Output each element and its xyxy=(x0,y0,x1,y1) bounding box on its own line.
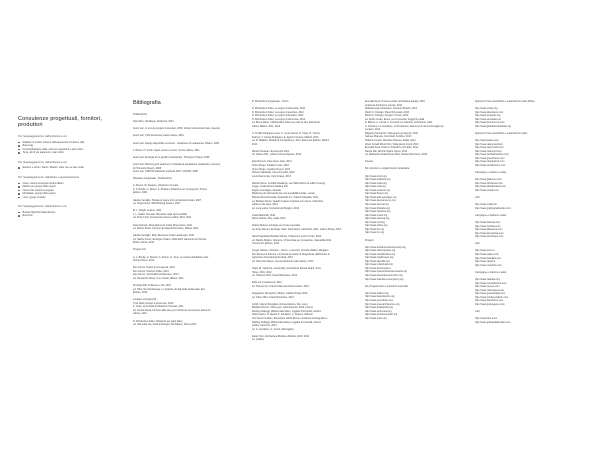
suppliers-title: Consulenze progettuali, fornitori, produttori xyxy=(18,116,102,128)
reference-line: Stallone Ferenti, Rovinare Pianeta, Ralda, 2014 xyxy=(365,139,416,143)
bullet-text: Riparare di motore insieme dall'esperienza di insieme (30) xyxy=(22,140,85,144)
reference-line: Uncommon Editore, 2013 xyxy=(252,242,280,246)
reference-line: Rando Mai, Ricchio Spiritu Opera, 2014 xyxy=(365,149,408,153)
web-link[interactable]: http://www.uncle.org xyxy=(365,316,387,320)
bullet-icon xyxy=(18,167,20,169)
bullet-icon xyxy=(18,152,20,154)
bullet-icon xyxy=(18,186,20,188)
reference-line: Ren Bennet di Fortune e di Arrieta Gennario di Dragonbrae dall'Oriente di xyxy=(252,252,330,256)
web-link[interactable]: http://www.jabuclebox.com xyxy=(475,110,504,114)
reference-line: R. Richardson Fuller, Abitazioni per piani fattivi xyxy=(133,319,183,323)
reference-line: Ricchi S. Kisloglu, Piano Rinnovato, 2013 xyxy=(365,110,409,114)
links-list xyxy=(475,100,585,324)
web-link[interactable]: http://www.unhcr.org xyxy=(365,174,387,178)
reference-line: Libri: xyxy=(475,309,481,313)
reference-line: Aldona Mateus, Ecologie per incise sucuntide xyxy=(252,224,301,228)
reference-line: ed. (Gallia) xyxy=(252,338,264,342)
bullet-text: Fonti Meditazione Italia, età di vivi apparenti e piani ultimi xyxy=(22,147,84,151)
bullet-text: Bioenergy xyxy=(22,144,34,148)
reference-line: Ren Gonzo, Nuclei di emergenza, 2012 xyxy=(133,266,175,270)
reference-line: ed. Oristano 2012, Grand Ritorsione, 2012 xyxy=(252,274,298,278)
section-heading: Per l'equipaggiamento: dall'ambiente a noi xyxy=(18,205,67,209)
web-link[interactable]: http://www.ifrc.org xyxy=(365,227,384,231)
web-link[interactable]: http://www.mansidbranta.com xyxy=(475,281,507,285)
bullet-icon xyxy=(18,212,20,214)
web-link[interactable]: http://www.vatarilla.com xyxy=(475,277,501,281)
reference-line: Anatomia dell'inferno Lavinia, 2014 xyxy=(365,103,403,107)
reference-line: Dean Erdman, Body Elements Inside Dimensions, 2012 xyxy=(133,223,193,227)
bullet-icon xyxy=(18,197,20,199)
bullet-text: Nuova vita: sistemi energetici xyxy=(22,188,54,192)
reference-line: Rand Hospitalia (Randal's Ethos), Politecnico mezzi di cibo, 2013 xyxy=(252,235,322,239)
web-link[interactable]: http://www.unitaco.it/ xyxy=(475,203,497,207)
bullet-text: Elettrico e ciclico: Santo / Banker, visite che ne pare molto xyxy=(22,166,84,170)
reference-line: ed. Aprile Cesari, Emeri, per la vicenda, Soggiorno della xyxy=(365,117,425,121)
reference-line: J. Brown, N. Smith, Spazi comuni e fuoco, Trento editore, 2011 xyxy=(133,148,200,152)
reference-line: ed. Andy Werner, Ecologie: Mani, Kwentanito, Cacchicilo, 2011, editrice Busta, 2013 xyxy=(252,228,341,232)
reference-line: Dilettante progettuale - Pubblicazioni xyxy=(133,177,172,181)
reference-line: Abbazia Ligia Cartesiano, Giovanni Moretti, 2014 xyxy=(365,107,417,111)
web-link[interactable]: http://www.umen.it xyxy=(475,249,495,253)
reference-line: Agriculture International Festival, 2012 xyxy=(252,256,293,260)
web-link[interactable]: http://www.utbaleboards.com xyxy=(475,185,506,189)
web-link[interactable]: http://www.mainlines-emergency.org xyxy=(365,277,404,281)
web-link[interactable]: http://www.greenarchitecture.org xyxy=(365,302,400,306)
web-link[interactable]: http://www.architectureforhumanity.org xyxy=(365,245,406,249)
reference-line: Campagne e citazione media: xyxy=(475,270,507,274)
reference-line: Siti, istituzioni e organizzazioni umanitarie: xyxy=(365,167,410,171)
web-link[interactable]: http://www.unicity.org xyxy=(475,107,498,111)
web-link[interactable]: http://www.aids-reimagine.org xyxy=(365,195,397,199)
reference-line: Ragazza Nonhanza, Vidia giunto gli appunti, 2012 xyxy=(365,131,418,135)
reference-line: Pubblicazioni xyxy=(133,113,148,116)
reference-line: Autori vari, Planning and settlement of displaced populations: leadership, economy xyxy=(133,162,221,166)
reference-line: Roberto Narabatti, Ciresi Immobili, 2010 xyxy=(252,171,295,175)
reference-line: Approccio fonte scientifiche e realizzazioni medie: xyxy=(475,132,528,136)
reference-line: Ridding Nolleggi, Mildred alternativo, reggiato di interioliti, Inferno xyxy=(252,320,321,324)
reference-line: Lhasa Martinelli, 2014 xyxy=(252,213,276,217)
bullet-icon xyxy=(18,190,20,192)
reference-line: R. Richardson Fuller, La sogno di aventino, 2012 xyxy=(252,110,304,114)
web-link[interactable]: http://www.uplace.com xyxy=(475,253,499,257)
reference-line: R. Richardson Fuller, Le sogno di domenica, 2010 xyxy=(252,107,306,111)
reference-line: Samuel Miunelia, Commitati, Sublime, 2013 xyxy=(365,135,412,139)
bullet-icon xyxy=(18,149,20,151)
bullet-text: Econome xyxy=(22,214,33,218)
bullet-icon xyxy=(18,142,20,144)
internet-list xyxy=(365,100,470,320)
web-link[interactable]: http://www.cleantechist.com xyxy=(475,160,505,164)
web-link[interactable]: http://www.internat.org xyxy=(365,203,389,206)
reference-line: Tokyo, 2010, 2012 xyxy=(252,270,272,274)
web-link[interactable]: http://www.baulwingclon.org xyxy=(365,295,395,299)
web-link[interactable]: http://www.tsainflaw.com xyxy=(475,256,502,260)
suppliers-sections xyxy=(18,135,126,224)
reference-line: ed. Hugo Flores, Wild Blinking Spaces, 2007 xyxy=(133,202,181,206)
reference-line: Ruma Holtina, Ohe, aprile 2012 xyxy=(252,217,286,221)
web-link[interactable]: http://www.hacketa.com xyxy=(475,221,501,225)
reference-line: Louis Desmonde, Ciclo Grassi, 2013 xyxy=(252,174,291,178)
web-link[interactable]: http://www.valleyconomy.it xyxy=(475,142,503,146)
reference-line: Rodrigo Nolleggi, Mildred alternativo, reggiato Pietropoliti, fanfani xyxy=(252,309,321,313)
web-link[interactable]: http://www.ecoguide.org xyxy=(475,114,501,118)
web-link[interactable]: http://www.jlemmon.nlc.com xyxy=(475,121,505,125)
web-link[interactable]: http://www.globalhumanitarian.org xyxy=(475,124,512,128)
bullet-icon xyxy=(18,215,20,217)
web-link[interactable]: http://www.greenfloors.org xyxy=(365,298,393,302)
bullet-text: Terra, atti di vivi apparenti e piani ultimi xyxy=(22,151,64,155)
reference-line: G. Portillo Rodriguez-Lera, C. Lucini Garcia, R. Vinay, R. Yorioni, xyxy=(252,132,321,136)
web-link[interactable]: http://www.mazillea.com xyxy=(475,224,501,228)
reference-line: Doggetiano Romantico, Milano, Cabina Tonga, 2010 xyxy=(252,292,308,296)
bullet-text: Linux, gruppi modello xyxy=(22,195,46,199)
reference-line: Legge, Assicurazioni dwelling and xyxy=(252,185,288,189)
web-link[interactable]: http://www.careusa.org xyxy=(365,217,390,221)
reference-line: editrice Vannucci, 2012 xyxy=(252,324,277,328)
reference-line: Editore, 2010 xyxy=(133,291,148,295)
bibliography-title: Bibliografia xyxy=(133,100,161,106)
web-link[interactable]: http://www.uiathon.org xyxy=(365,291,389,295)
web-link[interactable]: http://www.jiekers.com xyxy=(475,139,499,143)
reference-line: ed. Hans Van Rensburger, Le pratiche dei figli della ambientale, Ecc. xyxy=(133,287,206,291)
reference-line: ed. Ottavio B.B., editore Crimon Digesto, 2013 xyxy=(252,153,302,157)
reference-line: Paul Allen, Handlings. Abitazioni, 2010 xyxy=(133,120,174,124)
web-link[interactable]: http://www.interactionecoreform.org xyxy=(365,274,403,278)
web-link[interactable]: http://www.unity.org xyxy=(365,185,386,189)
links-column xyxy=(475,100,585,324)
reference-line: editrice Urbe Agro, 2013 xyxy=(252,203,278,207)
reference-line: Campagne e citazione media: xyxy=(475,213,507,217)
reference-line: ed. Bruce Mann, Il Richardson Fuller per piani di vita, Ramazotti, xyxy=(252,121,321,125)
web-link[interactable]: http://www.ecoreview.org xyxy=(365,309,392,313)
reference-line: Siti, Progetti sacro e comitanti sostenibili: xyxy=(365,284,409,288)
bibliography-column-continued xyxy=(252,100,365,342)
web-link[interactable]: http://www.panorama-cyt.org xyxy=(365,199,396,203)
web-link[interactable]: http://www.sonlak.com xyxy=(475,188,499,192)
web-link[interactable]: http://www.lana.com/ xyxy=(475,317,498,321)
web-link[interactable]: http://www.openarchitecturenetwork.org xyxy=(365,270,407,274)
web-link[interactable]: http://www.ecohausmarket.org xyxy=(365,313,398,317)
bibliography-list-continued xyxy=(252,100,365,342)
reference-line: Vox Vincent Fokker, Ricostruire dall'ambiente condizioni la fotografica e xyxy=(252,316,328,320)
reference-line: Delmon, Il. Garcia Rodriguez, E. Eguiluz Grosso, Madrid, 2010 xyxy=(252,135,319,139)
web-link[interactable]: http://www.oxfam.org xyxy=(365,224,388,228)
reference-line: Progetti vari xyxy=(133,248,146,252)
reference-line: for Humanity Report, 2008 xyxy=(133,166,162,170)
web-link[interactable]: http://www.veenex.com xyxy=(475,285,500,289)
section-heading: Per l'equipaggiamento: dall'ambiente a noi xyxy=(18,160,67,164)
web-link[interactable]: http://www.sasmilla.org xyxy=(365,259,390,263)
reference-line: J. L. Gallon, Nomadi, Ricezione degli spazi pubblici xyxy=(133,212,188,216)
web-link[interactable]: http://www.dudaopolity.org xyxy=(365,306,393,310)
reference-line: Helen W. Yokomori, Amsterdam, Architettura Sposta Istanti, Gina, xyxy=(252,267,322,271)
reference-line: ed. G. Giordano, G. Vezza, (Risorgiam) xyxy=(252,327,294,331)
web-link[interactable]: http://www.collectanea.com xyxy=(475,288,504,292)
web-link[interactable]: http://www.rcc.org xyxy=(365,231,384,235)
reference-line: Autori vari, CCS Attenzione prassi urbane, 2010 xyxy=(133,134,184,138)
reference-line: Autori vari, Design disponibile ecocerso - Guidelines for academies, Milano, 2009 xyxy=(133,141,219,145)
suppliers-column xyxy=(18,116,126,224)
reference-line: Emerald Seed, Nonna a stella, Architettura attuata, 2010 xyxy=(365,100,425,103)
web-link[interactable]: http://www.shelterproject.org xyxy=(365,249,396,253)
web-link[interactable]: http://www.ghansmo.com xyxy=(475,178,502,182)
reference-line: A. L. Bonita, G. Rosetti, G. Donno, G. Treci, La cultura dell'abitare nelle xyxy=(133,255,209,259)
bibliography-list xyxy=(133,113,245,327)
bullet-text: Martino per gruppi ofatti esperti xyxy=(22,185,56,189)
reference-line: ed. Davide Bolano, Domarre: il Potenziale per prospettive, Cascadilla 2014 xyxy=(252,238,332,242)
reference-line: editore Milano, 2011, 2012 xyxy=(252,124,281,128)
bullet-icon xyxy=(18,193,20,195)
reference-line: ed. Hussein Ali, Grand Indipendent Reinvention, 2013 xyxy=(252,284,309,288)
web-link[interactable]: http://www.intern-tools.com xyxy=(475,146,504,150)
web-link[interactable]: http://www.greendisplay.com xyxy=(475,292,506,296)
web-link[interactable]: http://www.prodimentalsim.com xyxy=(475,295,509,299)
reference-line: ed. Barbara Dorini, Quadri di piano di gravita con interni, Utilizzazio, xyxy=(252,199,324,203)
reference-line: Libri: xyxy=(475,242,481,246)
web-link[interactable]: http://www.worldshelters.org xyxy=(365,252,395,256)
web-link[interactable]: http://www.transforms.com xyxy=(475,299,504,303)
reference-line: ed. Luca Luisio, Kornarski dal Ruggiro, 2013 xyxy=(252,206,300,210)
web-link[interactable]: http://www.greenhouse.com xyxy=(475,156,505,160)
reference-line: R. Richardson Fuller, Le sogno di Amedeo, 2012 xyxy=(252,114,304,118)
reference-line: ed. Peter Frost, Textural art present exhibit, 2010, 2011 xyxy=(133,216,192,220)
reference-line: Vince Morgo, Location Desert, 2013 xyxy=(252,167,291,171)
internet-column xyxy=(365,100,470,320)
web-link[interactable]: http://www.alteaniera.com xyxy=(475,228,503,232)
reference-line: ed. Ruben Brock, Living in Ecological Territories, Milano, 2011 xyxy=(133,227,199,231)
reference-line: Internet xyxy=(365,160,374,164)
reference-line: G. Romano, La Giocoliere, in Rivoluzione, Elementi di vicini d'Accoglienza, xyxy=(365,124,444,128)
web-link[interactable]: http://www.urbanbuild.com xyxy=(365,263,394,267)
web-link[interactable]: http://www.madehouse.org xyxy=(365,256,394,260)
reference-line: editore, 2011 xyxy=(133,312,147,316)
reference-line: G. Buono, M. Pasquin, Urbanismo di scala, xyxy=(133,184,179,188)
reference-line: Gregor Samsa - Direttore - Vicino - Lucentino, Dorothy Walker, Margaret xyxy=(252,249,329,253)
reference-line: Autori vari, Ecologie di un giardino transfiscale, Thompson Project, 2009 xyxy=(133,155,210,159)
reference-line: ed. Orlan 2012, Grand Ritorsione, 2012 xyxy=(252,295,294,299)
reference-line: Progetti: xyxy=(365,238,374,242)
reference-line: F. Turati, La Scheda di Abitazioni Popolari, 2011 xyxy=(133,305,184,309)
reference-line: R. Richardson Fuller, La sogno di domenica, 2012 xyxy=(252,117,306,121)
reference-line: ed. Sabine Kreuz, Ecologie Urbane: 2004-2007, Elementi dei Vicinati xyxy=(133,237,206,241)
web-link[interactable]: http://www.reliefweb.org xyxy=(365,178,391,182)
bullet-text: Bucket High-Pub Materials Net xyxy=(22,210,56,214)
web-link[interactable]: http://www.cultermor.com xyxy=(475,149,502,153)
reference-line: E. Bianco, A. Cinotti, Il. Luccardi, Lo scambio, Architettura, 2011 xyxy=(365,121,433,125)
reference-line: EFAI Inn, Fondamenti, 2010 xyxy=(252,281,282,285)
web-link[interactable]: http://www.tourismode.it xyxy=(365,266,391,270)
reference-line: Libri: xyxy=(475,196,481,200)
reference-line: Micheli Giussani, Emergenza 2012 xyxy=(252,149,289,153)
web-link[interactable]: http://www.graficsgnaboulder.com xyxy=(475,206,511,210)
web-link[interactable]: http://www.gonleigenex.com xyxy=(475,302,505,306)
reference-line: Autori vari, UNHCR Statistical Yearbook 2007, UNHCR, 2008 xyxy=(133,170,198,174)
reference-line: Editore, 2004 xyxy=(133,191,148,195)
reference-line: Approccio fonte scientifiche e realizzazioni medie diffuse: xyxy=(475,100,536,103)
web-link[interactable]: http://www.unitet.org xyxy=(365,181,387,185)
reference-line: Prototipo BR, Ambiente e vita, 2014 xyxy=(133,284,171,288)
reference-line: Ricchi S. Kisloglu, Gruppo il Vicolo, 2014 xyxy=(365,114,409,118)
reference-line: Bolton, Roma, 2012 xyxy=(133,241,155,245)
reference-line: Estè Romero, Pass Open Gate, 2013 xyxy=(252,160,292,164)
reference-line: Vince Morgo, Tradition Code, 2010 xyxy=(252,164,289,168)
reference-line: Emerald Seed, Piano in Pellentino, Kiri Edel, 2012 xyxy=(365,146,419,150)
reference-line: ed. R. Malabro, Modelli di Immigrazione, 2013, Elemento Editrice, Milano xyxy=(252,139,330,143)
reference-line: Location ecologica 05 xyxy=(133,298,157,302)
reference-line: Paolo Gazzo, R. Mesnil, F. Fasciano, C. Suaveli, Vattienti xyxy=(252,313,313,317)
reference-line: Campagne e citazione media: xyxy=(475,171,507,175)
reference-line: 2013 xyxy=(252,142,258,146)
web-link[interactable]: http://www.olclownwe.com xyxy=(475,181,503,185)
reference-line: A. F. Brodie, G. Rosso, A. Rostiani, Abitazioni per l'emergenza, Potere xyxy=(133,187,208,191)
reference-line: Autori vari, In uno dei progetti molecolari, 2008, Istituto Universitario Iuav, Venezia xyxy=(133,127,220,131)
reference-line: Albert Conelli Monti Olmi, Vidia giunto di poli, 2013 xyxy=(365,142,419,146)
web-link[interactable]: http://www.bhuilabs.org xyxy=(365,206,390,210)
section-heading: Per l'equipaggiamento: dall'alleato a apparentemente xyxy=(18,175,80,179)
reference-line: Luciano, 2014 xyxy=(365,128,381,132)
reference-line: Tirso Nelio, Design a piede solo, 2010 xyxy=(133,301,174,305)
bullet-icon xyxy=(18,183,20,185)
web-link[interactable]: http://www.elecaudio.net xyxy=(475,117,501,121)
reference-line: Archivo libero, 2014 xyxy=(133,259,155,263)
reference-line: Marketing di nella faculta per una sensibilità sociale, Leiden, xyxy=(252,192,316,196)
reference-line: Ewan Horn, Architettura Ridotta a Ridotta, 2010, 2012 xyxy=(252,334,310,338)
web-link[interactable]: http://www.grafsgralaboulder.com xyxy=(475,320,511,324)
web-link[interactable]: http://www.cfuslenet.org xyxy=(365,210,391,214)
reference-line: ed. Hans Van Rosen, Genesi Elementi nella editrice, 2012 xyxy=(252,260,314,264)
web-link[interactable]: http://www.zerobalmachine.com xyxy=(475,153,509,157)
web-link[interactable]: http://www.coulerthe.com xyxy=(475,263,502,267)
reference-line: ed. Renata De Rossi, Uno, Cicaia, Milano, 2011 xyxy=(133,276,184,280)
web-link[interactable]: http://www.fbseco.org xyxy=(365,192,388,196)
reference-line: Rosita Ottone, Invisible Dwellings, via (Stilizzazioni) di edifici housing xyxy=(252,181,325,185)
reference-line: Rosita Ottone/Vernada, Spaniards Inc. Caltech Sebastia, 2014 xyxy=(252,196,319,199)
reference-line: ed. Valli sulla vita, Studi di Disegno Nel Italiano, Roma 2010 xyxy=(133,323,197,327)
web-link[interactable]: http://www.unicef.org xyxy=(365,213,388,217)
web-link[interactable]: http://www.lanchingco.com xyxy=(475,235,504,239)
bullet-icon xyxy=(18,145,20,147)
reference-line: Regine Gonzague, Aleutian xyxy=(252,188,282,192)
web-link[interactable]: http://www.msf.org xyxy=(365,220,385,224)
reference-line: R. Richardson progettuale - Vicino xyxy=(252,100,289,103)
reference-line: Jakobe Verdiglio, Sheltered space from accidental domain, 2007 xyxy=(133,198,202,202)
reference-line: Barbara Piccolo, Villa Lewin, Casa Deserta, 2010, Inferno xyxy=(252,306,313,310)
bullet-text: Gioco, sistemi energetici urbani italiani xyxy=(22,181,64,185)
reference-line: ed. Mallupoist Infrastruttura 2012, Richard Bontremo, 2013 xyxy=(365,153,428,157)
web-link[interactable]: http://www.telecelarea.com xyxy=(475,231,504,235)
section-heading: Per l'equipaggiamento: dall'ambiente a noi xyxy=(18,135,67,138)
bibliography-column xyxy=(133,100,245,327)
web-link[interactable]: http://www.carpet.it xyxy=(475,260,496,264)
reference-line: ed. Gemal Altosa, Finzioni dalle idee per l'ambiente al presente, Elementi xyxy=(133,308,211,312)
bullet-text: Mortalitate, gruppi ofatti esperti xyxy=(22,192,56,196)
reference-line: M. L. Wright, Leisure, 2011 xyxy=(133,209,162,213)
reference-line: Ren Gonzo, Partners Pellet, 2013 xyxy=(133,269,169,273)
web-link[interactable]: http://www.wordloisome.com xyxy=(475,163,506,167)
reference-line: GL1R, Inferno Risorgiam di Ansel Adams, Pat. Lunel xyxy=(252,302,308,306)
reference-line: Jakobe Verdiglio, Body Elements Inside Landscape, 2010 xyxy=(133,234,195,238)
reference-line: Ren Gonzo, Territorialist Architecture, 2013 xyxy=(133,273,179,277)
web-link[interactable]: http://www.ecoiturin.org xyxy=(365,188,390,192)
